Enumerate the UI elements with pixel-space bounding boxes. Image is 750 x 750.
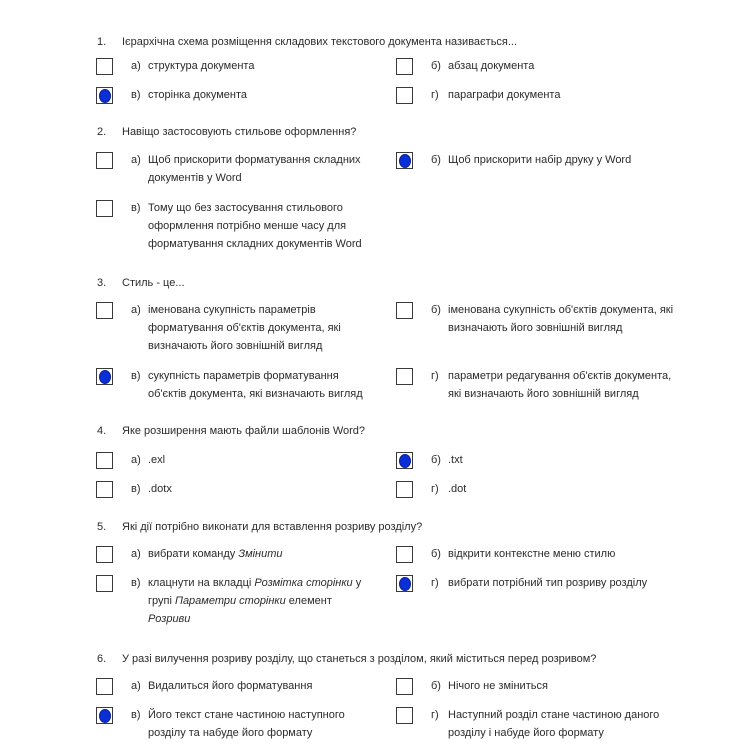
question-2 [97,126,356,138]
answer-checkbox-6b[interactable] [396,678,413,695]
question-1 [97,36,517,48]
answer-checkbox-5a[interactable] [96,546,113,563]
question-text: Які дії потрібно виконати для вставлення розриву розділу? [122,521,423,533]
question-5 [97,521,422,533]
pen-mark-icon [399,454,411,468]
answer-checkbox-6a[interactable] [96,678,113,695]
question-text: Яке розширення мають файли шаблонів Word? [122,425,366,437]
answer-checkbox-6c[interactable] [96,707,113,724]
answer-checkbox-3d[interactable] [396,368,413,385]
question-4 [97,425,365,437]
question-text: Стиль - це... [122,277,185,289]
answer-checkbox-2b[interactable] [396,152,413,169]
question-number: 3. [97,277,107,289]
answer-checkbox-6d[interactable] [396,707,413,724]
question-number: 5. [97,521,107,533]
answer-checkbox-3b[interactable] [396,302,413,319]
question-6 [97,653,596,665]
answer-checkbox-1a[interactable] [96,58,113,75]
answer-checkbox-4a[interactable] [96,452,113,469]
answer-checkbox-5c[interactable] [96,575,113,592]
pen-mark-icon [99,370,111,384]
answer-checkbox-1c[interactable] [96,87,113,104]
question-text: Ієрархічна схема розміщення складових текстового документа називається... [122,36,518,48]
answer-checkbox-3c[interactable] [96,368,113,385]
answer-checkbox-5b[interactable] [396,546,413,563]
pen-mark-icon [99,89,111,103]
question-3 [97,277,185,289]
answer-checkbox-5d[interactable] [396,575,413,592]
question-number: 4. [97,425,107,437]
answer-checkbox-2a[interactable] [96,152,113,169]
answer-checkbox-4d[interactable] [396,481,413,498]
question-text: У разі вилучення розриву розділу, що станеться з розділом, який міститься перед розривом? [122,653,597,665]
answer-checkbox-4c[interactable] [96,481,113,498]
question-number: 6. [97,653,107,665]
answer-checkbox-4b[interactable] [396,452,413,469]
pen-mark-icon [99,709,111,723]
question-text: Навіщо застосовують стильове оформлення? [122,126,357,138]
question-number: 2. [97,126,107,138]
pen-mark-icon [399,577,411,591]
answer-checkbox-3a[interactable] [96,302,113,319]
question-number: 1. [97,36,107,48]
answer-checkbox-1d[interactable] [396,87,413,104]
answer-checkbox-2c[interactable] [96,200,113,217]
pen-mark-icon [399,154,411,168]
answer-checkbox-1b[interactable] [396,58,413,75]
